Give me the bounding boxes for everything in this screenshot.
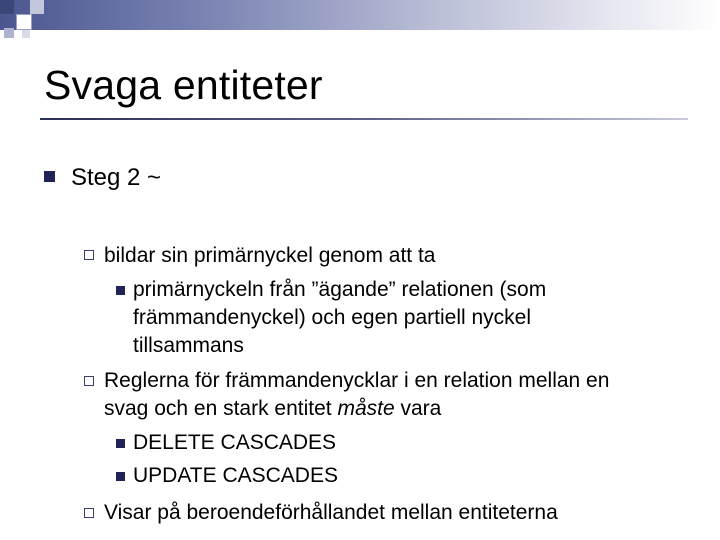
text-segment: svag och en stark entitet: [104, 397, 338, 420]
sub-bullet-text: bildar sin primärnyckel genom att ta: [104, 244, 436, 267]
filled-square-bullet-icon: [44, 171, 55, 182]
deco-square-icon: [16, 14, 32, 30]
emphasized-text: måste: [337, 397, 395, 420]
header-gradient-band: [0, 0, 720, 30]
filled-square-bullet-icon: [116, 472, 125, 481]
deco-square-icon: [22, 30, 30, 38]
sub-sub-bullet-text: UPDATE CASCADES: [133, 464, 338, 487]
text-segment: vara: [394, 397, 442, 420]
sub-bullet-text: Reglerna för främmandenycklar i en relation mellan en: [104, 369, 610, 392]
bullet-steg-2: Steg 2 ~: [71, 164, 162, 191]
sub-sub-bullet-text: primärnyckeln från ”ägande” relationen (som: [133, 278, 547, 301]
deco-square-icon: [30, 0, 44, 14]
hollow-square-bullet-icon: [84, 508, 94, 518]
hollow-square-bullet-icon: [84, 376, 94, 386]
deco-square-icon: [4, 28, 14, 38]
hollow-square-bullet-icon: [84, 250, 94, 260]
sub-sub-bullet-continuation: främmandenyckel) och egen partiell nyckel: [133, 306, 532, 329]
decorative-squares: [0, 0, 60, 45]
sub-bullet-continuation: [104, 397, 441, 421]
sub-bullet-text: Visar på beroendeförhållandet mellan entiteterna: [104, 501, 558, 524]
deco-square-icon: [0, 0, 14, 14]
sub-sub-bullet-text: DELETE CASCADES: [133, 431, 337, 454]
sub-sub-bullet-continuation: tillsammans: [133, 334, 244, 357]
slide-title: Svaga entiteter: [44, 62, 323, 108]
title-underline: [40, 118, 688, 120]
filled-square-bullet-icon: [116, 439, 125, 448]
filled-square-bullet-icon: [116, 286, 125, 295]
